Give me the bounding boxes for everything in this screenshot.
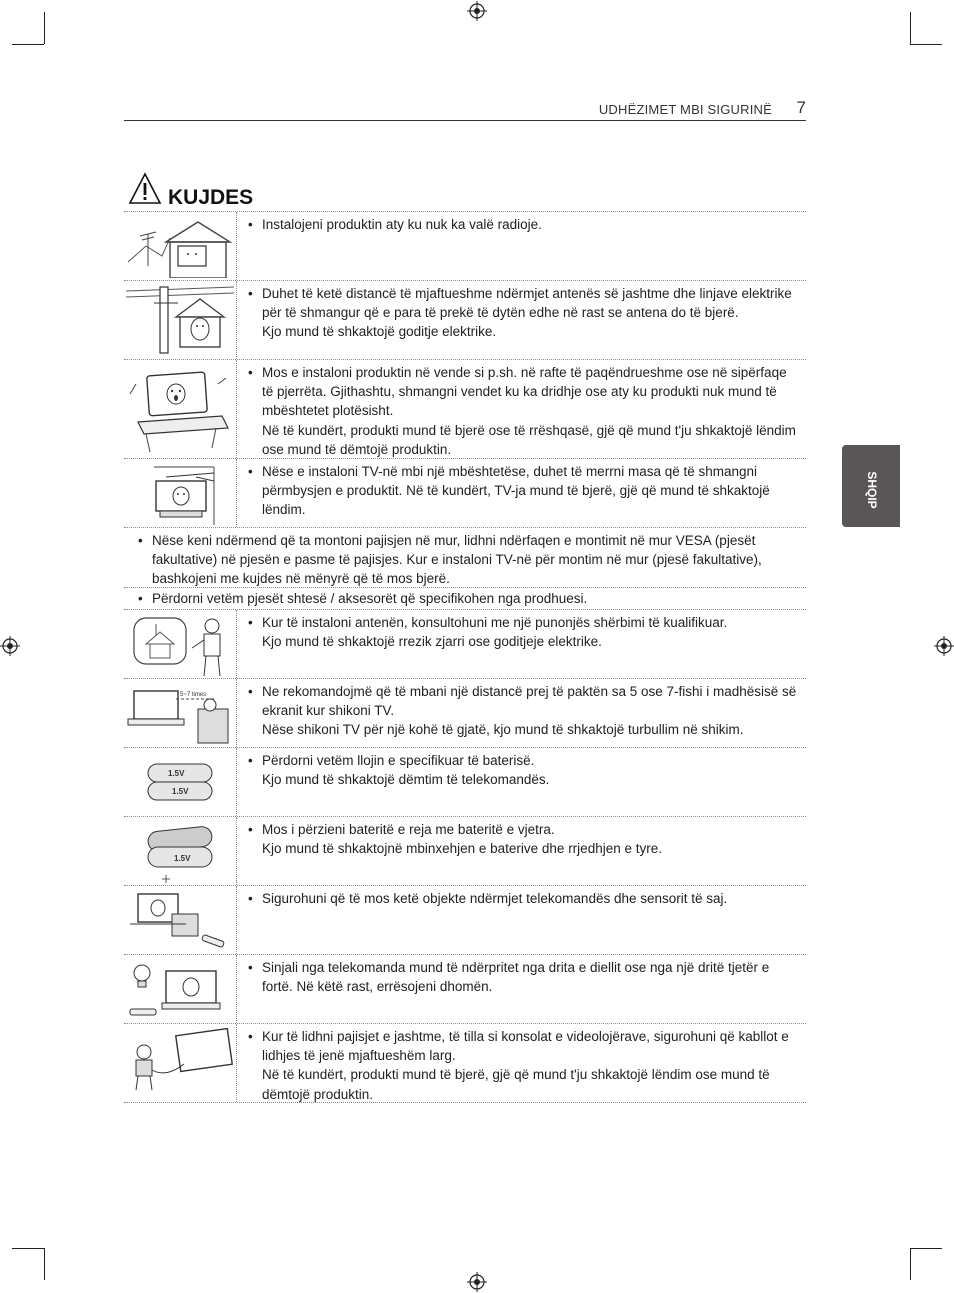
caution-line: Në të kundërt, produkti mund të bjerë, gjë që mund t'ju shkaktojë lëndim ose mund të dëmtojë produktin. (262, 1067, 770, 1102)
cable-connection-illustration (126, 1028, 234, 1098)
illustration-cell (124, 212, 237, 280)
crop-mark (12, 44, 44, 45)
bullet-icon: • (248, 615, 253, 630)
bullet-icon: • (248, 960, 253, 975)
caution-line: Sigurohuni që të mos ketë objekte ndërmjet telekomandës dhe sensorit të saj. (262, 891, 728, 906)
bullet-icon: • (248, 684, 253, 699)
illustration-cell (124, 955, 237, 1023)
caution-line: Kur të instaloni antenën, konsultohuni me një punonjës shërbimi të kualifikuar. (262, 615, 728, 630)
caution-line: Nëse shikoni TV për një kohë të gjatë, kjo mund të shkaktojë turbullim në shikim. (262, 722, 744, 738)
caution-text (244, 886, 806, 912)
caution-text (244, 610, 806, 655)
antenna-powerline-illustration (126, 285, 234, 355)
caution-row (124, 609, 806, 678)
caution-row (124, 458, 806, 527)
illustration-cell (124, 748, 237, 816)
caution-line: Duhet të ketë distancë të mjaftueshme ndërmjet antenës së jashtme dhe linjave elektrike për të shmangur që e para të prekë të dytën edhe në rast se antena do të bjerë. (262, 286, 792, 321)
bullet-icon: • (138, 533, 143, 548)
illustration-cell (124, 281, 237, 359)
language-tab (842, 445, 900, 527)
unstable-tv-illustration (126, 364, 234, 454)
page-number: 7 (796, 98, 806, 117)
crop-mark (910, 1248, 911, 1280)
caution-text (244, 955, 806, 1000)
caution-text (244, 1024, 806, 1108)
bullet-icon: • (248, 217, 253, 232)
caution-text (244, 212, 806, 238)
caution-line: Mos i përzieni bateritë e reja me bateritë e vjetra. (262, 822, 555, 837)
caution-row (124, 816, 806, 885)
caution-line: Përdorni vetëm llojin e specifikuar të baterisë. (262, 753, 535, 768)
crop-mark (910, 12, 911, 44)
caution-line: Në të kundërt, produkti mund të bjerë ose të rrëshqasë, gjë që mund t'ju shkaktojë lëndim ose mund të dëmtojë produktin. (262, 422, 796, 457)
illustration-cell (124, 459, 237, 527)
crop-mark (910, 1248, 942, 1249)
caution-row (124, 527, 806, 587)
crop-mark (44, 1248, 45, 1280)
service-technician-illustration (126, 614, 234, 678)
caution-line: Kur të lidhni pajisjet e jashtme, të tilla si konsolat e videolojërave, sigurohuni që kabllot e lidhjes të jenë mjaftueshëm larg. (262, 1029, 789, 1064)
caution-text (244, 748, 806, 793)
caution-text (244, 281, 806, 346)
bullet-icon: • (248, 365, 253, 380)
caution-line: Nëse keni ndërmend që ta montoni pajisjen në mur, lidhni ndërfaqen e montimit në mur VESA (pjesët fakultative) në pjesën e pasme të pajisjes. Kur e instaloni TV-në për montim në mur (pjesë fakultative), bashkojeni me kujdes në mënyrë që të mos bjerë. (152, 533, 762, 587)
bullet-icon: • (248, 891, 253, 906)
battery-voltage-label: 1.5V (172, 787, 189, 796)
caution-line: Sinjali nga telekomanda mund të ndërpritet nga drita e diellit ose nga një dritë tjetër e fortë. Në këtë rast, errësojeni dhomën. (262, 960, 770, 995)
caution-row (124, 359, 806, 458)
bullet-icon: • (248, 1029, 253, 1044)
registration-mark-icon (467, 1272, 487, 1292)
caution-row (124, 747, 806, 816)
battery-icon (126, 752, 234, 814)
registration-mark-icon (934, 636, 954, 656)
warning-triangle-icon (128, 172, 162, 206)
bullet-icon: • (248, 822, 253, 837)
strong-light-illustration (126, 959, 234, 1021)
caution-row (124, 587, 806, 609)
caution-line: Mos e instaloni produktin në vende si p.sh. në rafte të paqëndrueshme ose në sipërfaqe të pjerrëta. Gjithashtu, shmangni vendet ku ka dridhje ose aty ku produkti nuk mund të mbështetet plotësisht. (262, 365, 787, 419)
section-title: KUJDES (168, 186, 254, 209)
bullet-icon: • (248, 753, 253, 768)
illustration-cell (124, 817, 237, 885)
battery-voltage-label: 1.5V (174, 854, 191, 863)
caution-line: Ne rekomandojmë që të mbani një distancë prej të paktën sa 5 ose 7-fishi i madhësisë së ekranit kur shikoni TV. (262, 684, 797, 719)
caution-row (124, 885, 806, 954)
caution-row (124, 678, 806, 747)
crop-mark (12, 1248, 44, 1249)
caution-line: Nëse e instaloni TV-në mbi një mbështetëse, duhet të merrni masa që të shmangni përmbysjen e produktit. Në të kundërt, TV-ja mund të bjerë, gjë që mund të shkaktojë lëndim. (262, 464, 770, 518)
caution-line: Kjo mund të shkaktojë goditje elektrike. (262, 324, 497, 340)
caution-line: Kjo mund të shkaktojë rrezik zjarri ose goditjeje elektrike. (262, 634, 602, 650)
caution-line: Instalojeni produktin aty ku nuk ka valë radioje. (262, 217, 542, 232)
crop-mark (44, 12, 45, 44)
caution-text (244, 817, 806, 862)
running-head (124, 96, 806, 121)
illustration-cell (124, 1024, 237, 1102)
mixed-batteries-icon (126, 821, 234, 885)
bullet-icon: • (248, 286, 253, 301)
battery-voltage-label: 1.5V (168, 769, 185, 778)
caution-table (124, 211, 806, 1103)
viewing-distance-illustration (126, 683, 234, 745)
caution-text (244, 360, 806, 463)
caution-line: Kjo mund të shkaktojë dëmtim të telekomandës. (262, 772, 550, 788)
registration-mark-icon (0, 636, 20, 656)
illustration-cell (124, 610, 237, 678)
header-title: UDHËZIMET MBI SIGURINË (598, 102, 772, 117)
bullet-icon: • (138, 591, 143, 606)
crop-mark (910, 44, 942, 45)
illustration-cell (124, 360, 237, 458)
caution-row (124, 1023, 806, 1103)
caution-row (124, 280, 806, 359)
tv-on-stand-illustration (126, 463, 234, 525)
caution-text (244, 459, 806, 524)
registration-mark-icon (467, 1, 487, 21)
caution-line: Përdorni vetëm pjesët shtesë / aksesorët që specifikohen nga prodhuesi. (152, 591, 588, 606)
distance-label: 5~7 times (180, 692, 207, 698)
language-tab-label: SHQIP (865, 471, 879, 509)
caution-row (124, 954, 806, 1023)
house-antenna-tv-illustration (126, 216, 234, 278)
caution-text (244, 679, 806, 744)
caution-line: Kjo mund të shkaktojnë mbinxehjen e baterive dhe rrjedhjen e tyre. (262, 841, 662, 857)
remote-obstruction-illustration (126, 890, 234, 952)
caution-row (124, 211, 806, 280)
bullet-icon: • (248, 464, 253, 479)
illustration-cell (124, 679, 237, 747)
illustration-cell (124, 886, 237, 954)
caution-text (124, 528, 806, 593)
